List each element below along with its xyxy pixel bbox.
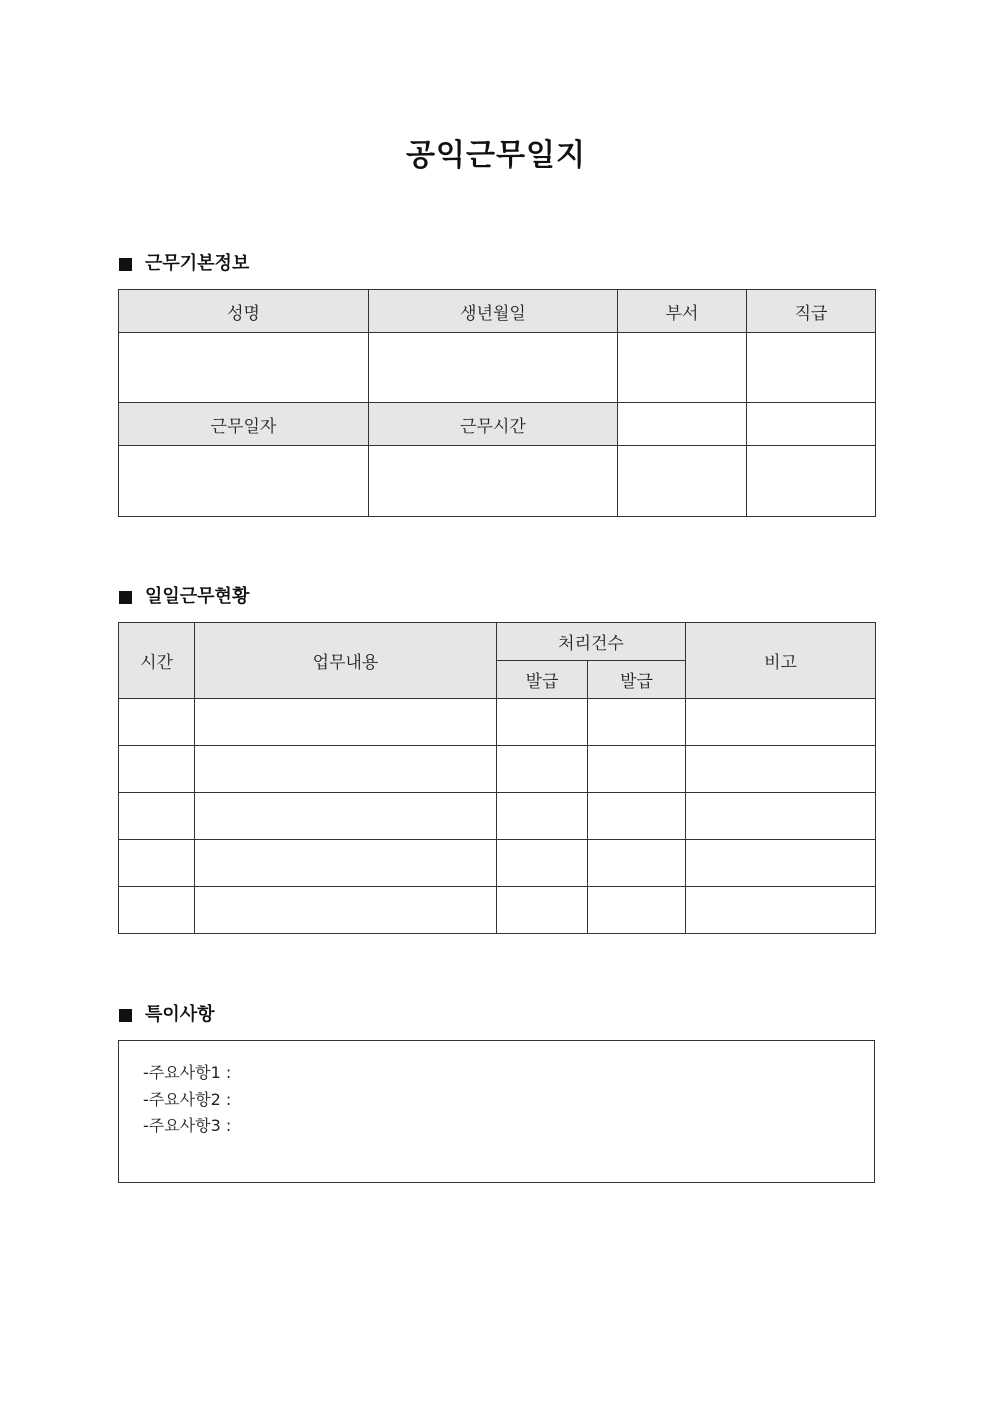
section-title-daily-status-label: 일일근무현황 [145,586,250,607]
issue-2-cell[interactable] [588,746,686,793]
issue-2-cell[interactable] [588,887,686,934]
task-cell[interactable] [195,699,497,746]
remarks-cell[interactable] [686,746,876,793]
square-bullet-icon [119,591,132,604]
empty-cell[interactable] [618,446,747,517]
issue-1-cell[interactable] [497,887,588,934]
section-title-notes-label: 특이사항 [145,1004,215,1025]
header-work-hours: 근무시간 [369,403,618,446]
remarks-cell[interactable] [686,699,876,746]
remarks-cell[interactable] [686,793,876,840]
department-field[interactable] [618,333,747,403]
header-issue-1: 발급 [497,661,588,699]
basic-info-value-row [119,333,876,403]
name-field[interactable] [119,333,369,403]
notes-list [143,1060,231,1140]
header-work-date: 근무일자 [119,403,369,446]
list-item: -주요사항2 : [143,1089,232,1109]
issue-1-cell[interactable] [497,699,588,746]
header-name: 성명 [119,290,369,333]
header-time: 시간 [119,623,195,699]
work-info-value-row [119,446,876,517]
table-row [119,840,876,887]
work-hours-field[interactable] [369,446,618,517]
document-title: 공익근무일지 [406,138,586,173]
empty-cell[interactable] [747,446,876,517]
task-cell[interactable] [195,887,497,934]
issue-2-cell[interactable] [588,699,686,746]
header-remarks: 비고 [686,623,876,699]
header-issue-2: 발급 [588,661,686,699]
issue-1-cell[interactable] [497,840,588,887]
time-cell[interactable] [119,746,195,793]
table-row [119,699,876,746]
task-cell[interactable] [195,793,497,840]
header-birth-date: 생년월일 [369,290,618,333]
table-row [119,887,876,934]
notes-box[interactable] [118,1040,875,1183]
time-cell[interactable] [119,793,195,840]
header-rank: 직급 [747,290,876,333]
task-cell[interactable] [195,840,497,887]
work-date-field[interactable] [119,446,369,517]
square-bullet-icon [119,1009,132,1022]
header-processed-count: 처리건수 [497,623,686,661]
work-info-header-row [119,403,876,446]
header-department: 부서 [618,290,747,333]
remarks-cell[interactable] [686,887,876,934]
square-bullet-icon [119,258,132,271]
birth-date-field[interactable] [369,333,618,403]
table-row [119,746,876,793]
section-title-basic-info-label: 근무기본정보 [145,253,250,274]
issue-2-cell[interactable] [588,793,686,840]
section-title-daily-status [119,584,249,610]
basic-info-header-row [119,290,876,333]
section-title-notes [119,1002,215,1028]
time-cell[interactable] [119,887,195,934]
issue-2-cell[interactable] [588,840,686,887]
basic-info-table [118,289,876,517]
empty-cell[interactable] [618,403,747,446]
remarks-cell[interactable] [686,840,876,887]
task-cell[interactable] [195,746,497,793]
time-cell[interactable] [119,699,195,746]
header-task: 업무내용 [195,623,497,699]
list-item: -주요사항1 : [143,1063,232,1082]
daily-status-header-row-1 [119,623,876,661]
section-title-basic-info [119,251,249,277]
rank-field[interactable] [747,333,876,403]
issue-1-cell[interactable] [497,746,588,793]
list-item: -주요사항3 : [143,1116,232,1135]
empty-cell[interactable] [747,403,876,446]
table-row [119,793,876,840]
time-cell[interactable] [119,840,195,887]
issue-1-cell[interactable] [497,793,588,840]
daily-status-table [118,622,876,934]
